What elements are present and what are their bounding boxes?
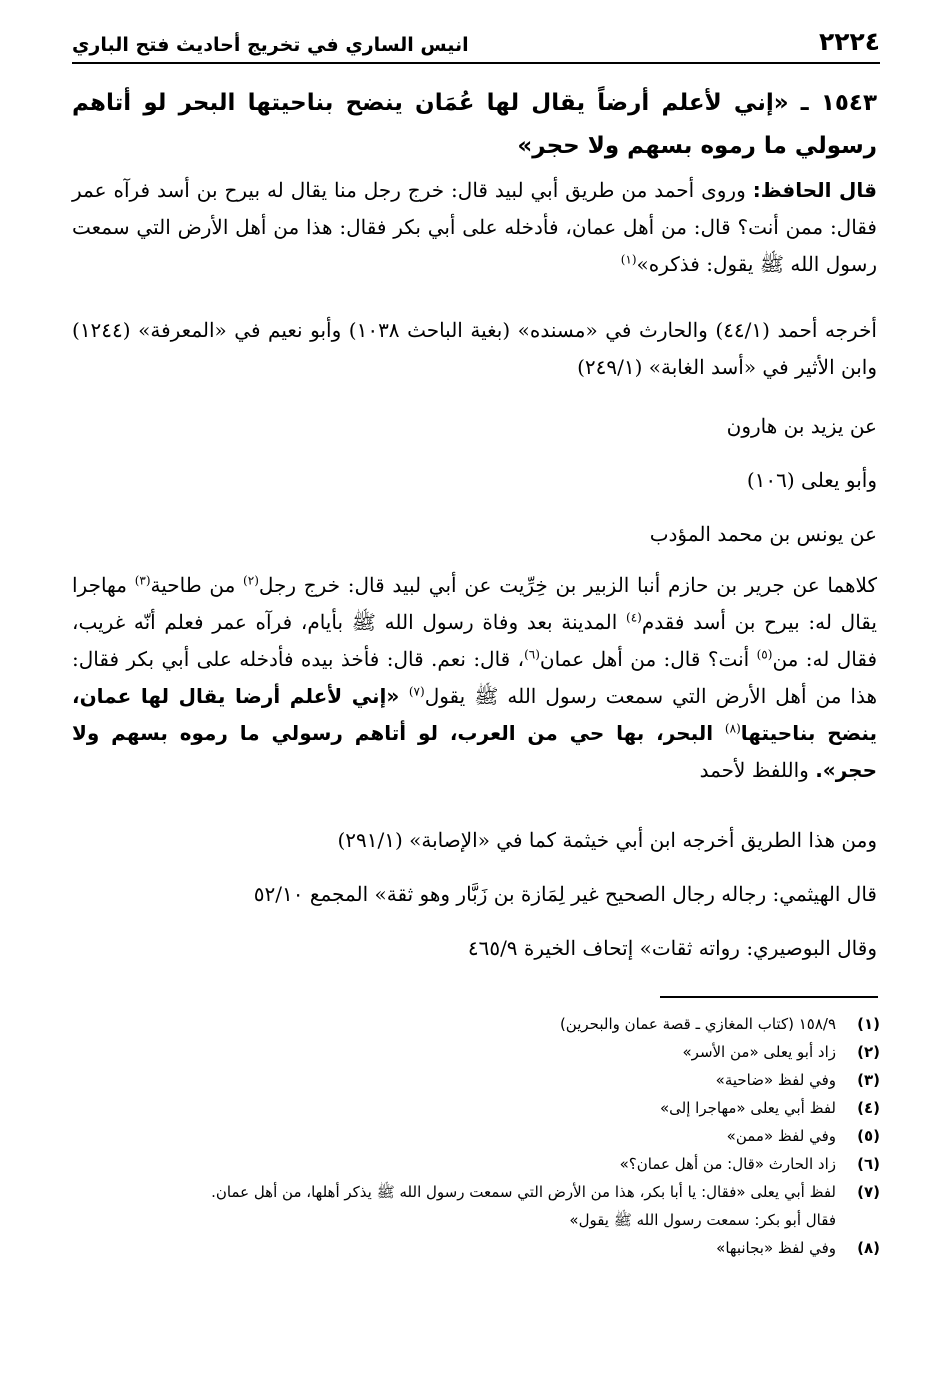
footnote-item: [72, 1010, 880, 1038]
footnote-text: لفظ أبي يعلى «فقال: يا أبا بكر، هذا من الأرض التي سمعت رسول الله ﷺ يذكر أهلها، من أهل عمان.: [211, 1183, 836, 1201]
chain-text: وأبو يعلى (١٠٦): [746, 468, 877, 492]
running-title: انيس الساري في تخريج أحاديث فتح الباري: [72, 34, 469, 56]
footnote-item: [72, 1234, 880, 1262]
footnote-number: (٣): [857, 1071, 880, 1089]
footnote-item: [72, 1178, 880, 1206]
footnote-text: زاد أبو يعلى «من الأسر»: [682, 1043, 836, 1061]
footnote-item: [72, 1066, 880, 1094]
footnote-number: (٥): [857, 1127, 880, 1145]
footnote-text: لفظ أبي يعلى «مهاجرا إلى»: [659, 1099, 836, 1117]
footnote-ref: (٣): [134, 573, 151, 588]
footnote-ref: (٨): [724, 721, 741, 736]
chain-text: عن يزيد بن هارون: [726, 414, 877, 438]
text-run: واللفظ لأحمد: [699, 758, 816, 782]
footnote-ref: (٥): [756, 647, 773, 662]
hadith-number: ١٥٤٣: [820, 90, 877, 116]
footnote-continuation: فقال أبو بكر: سمعت رسول الله ﷺ يقول»: [569, 1211, 836, 1229]
footnote-rule: [660, 996, 878, 998]
hafiz-text: وروى أحمد من طريق أبي لبيد قال: خرج رجل منا يقال له بيرح بن أسد فرآه عمر فقال: ممن أنت؟ قال: من أهل عمان، فأدخله على أبي بكر فقال: هذا من أهل الأرض التي سمعت رسول الله ﷺ يقول: فذكره»: [72, 178, 877, 276]
text-run: ، قال: نعم. قال: فأخذ بيده فأدخله على أبي بكر فقال: هذا من أهل الأرض التي سمعت رسول الله ﷺ يقول: [72, 647, 877, 708]
footnote-number: (٢): [857, 1043, 880, 1061]
footnote-number: (٦): [857, 1155, 880, 1173]
source-line: [72, 876, 937, 913]
hafiz-label: قال الحافظ:: [752, 178, 877, 202]
kilahuma-paragraph: [72, 567, 937, 789]
chain-line: [72, 516, 937, 553]
text-run: مهاجرا يقال له: بيرح بن أسد فقدم: [72, 573, 877, 634]
source-text: قال الهيثمي: رجاله رجال الصحيح غير لِمَازة بن زَبَّار وهو ثقة» المجمع ٥٢/١٠: [253, 882, 877, 906]
footnote-number: (٧): [857, 1183, 880, 1201]
takhrij-paragraph: [72, 312, 937, 386]
hafiz-paragraph: [72, 172, 937, 283]
source-text: ومن هذا الطريق أخرجه ابن أبي خيثمة كما في «الإصابة» (٢٩١/١): [337, 828, 877, 852]
footnote-item: [72, 1150, 880, 1178]
footnote-number: (٨): [857, 1239, 880, 1257]
page-header: [72, 22, 880, 56]
footnote-text: ١٥٨/٩ (كتاب المغازي ـ قصة عمان والبحرين): [559, 1015, 836, 1033]
quoted-hadith: «إني لأعلم أرضا يقال لها عمان، ينضح بناحيتها: [72, 684, 877, 745]
source-text: وقال البوصيري: رواته ثقات» إتحاف الخيرة ٤٦٥/٩: [467, 936, 877, 960]
footnote-text: وفي لفظ «بجانبها»: [716, 1239, 836, 1257]
footnote-text: زاد الحارث «قال: من أهل عمان؟»: [619, 1155, 836, 1173]
footnote-text: وفي لفظ «ضاحية»: [715, 1071, 836, 1089]
footnote-number: (٤): [857, 1099, 880, 1117]
footnote-ref: (٦): [524, 647, 540, 662]
footnote-ref: (٧): [408, 684, 425, 699]
header-rule: [72, 62, 880, 64]
source-line: [72, 930, 937, 967]
chain-line: [72, 408, 937, 445]
chain-line: [72, 462, 937, 499]
footnotes: [72, 1010, 880, 1262]
text-run: أنت؟ قال: من أهل عمان: [539, 647, 757, 671]
footnote-text: وفي لفظ «ممن»: [726, 1127, 836, 1145]
hadith-heading: ١٥٤٣ ـ «إني لأعلم أرضاً يقال لها عُمَان ينضح بناحيتها البحر لو أتاهم رسولي ما رموه بسهم ولا حجر»: [72, 90, 877, 159]
footnote-number: (١): [857, 1015, 880, 1033]
hadith-text: «إني لأعلم أرضاً يقال لها عُمَان ينضح بناحيتها البحر لو أتاهم رسولي ما رموه بسهم ولا حجر»: [72, 90, 877, 159]
text-run: المدينة بعد وفاة رسول الله ﷺ بأيام، فرآه عمر فعلم أنّه غريب، فقال له: من: [72, 610, 877, 671]
takhrij-text: أخرجه أحمد (٤٤/١) والحارث في «مسنده» (بغية الباحث ١٠٣٨) وأبو نعيم في «المعرفة» (١٢٤٤) وابن الأثير في «أسد الغابة» (٢٤٩/١): [72, 318, 877, 379]
source-line: [72, 822, 937, 859]
footnote-item: [72, 1122, 880, 1150]
quoted-hadith: البحر، بها حي من العرب، لو أتاهم رسولي ما رموه بسهم ولا حجر».: [72, 721, 877, 782]
footnote-item: [72, 1094, 880, 1122]
footnote-ref: (٢): [243, 573, 259, 588]
footnote-item: [72, 1038, 880, 1066]
page-number: ٢٢٢٤: [818, 27, 880, 56]
chain-text: عن يونس بن محمد المؤدب: [649, 522, 877, 546]
footnote-ref: (٤): [626, 610, 642, 625]
text-run: كلاهما عن جرير بن حازم أنبا الزبير بن خِرِّيت عن أبي لبيد قال: خرج رجل: [258, 573, 877, 597]
footnote-ref: (١): [620, 252, 637, 267]
text-run: من طاحية: [150, 573, 244, 597]
